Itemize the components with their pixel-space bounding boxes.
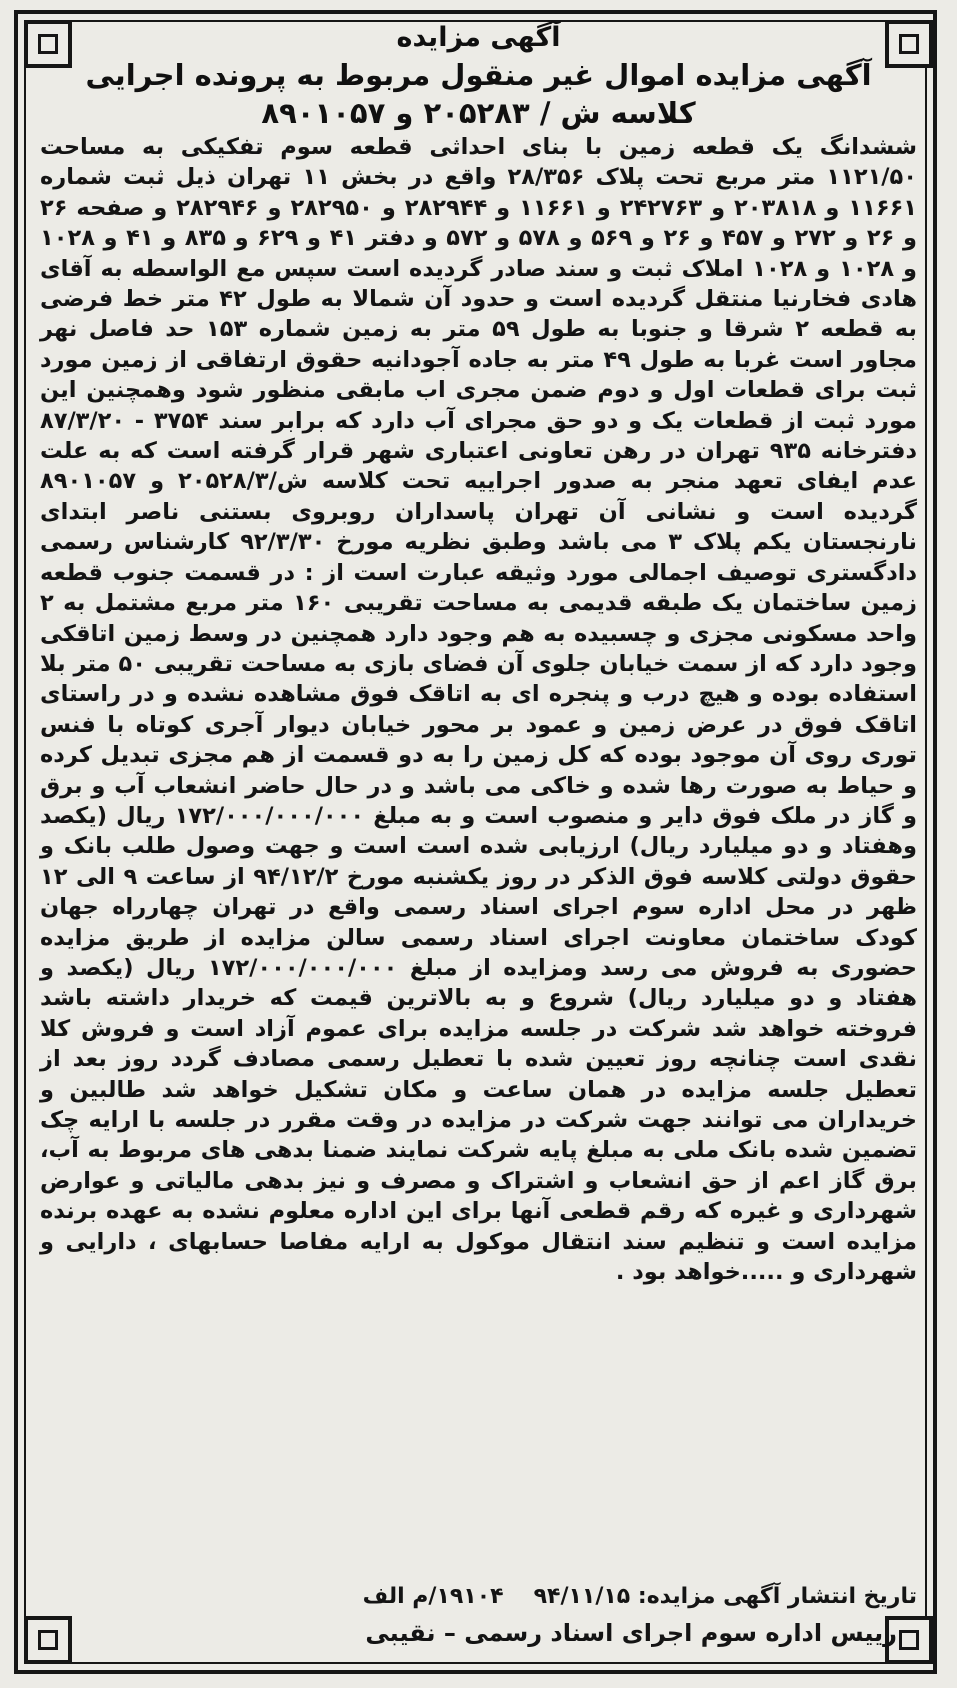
publish-line xyxy=(40,1584,917,1609)
corner-ornament xyxy=(885,20,933,68)
notice-subtitle: آگهی مزایده اموال غیر منقول مربوط به پرونده اجرایی xyxy=(85,58,872,92)
publish-date: تاریخ انتشار آگهی مزایده: ۹۴/۱۱/۱۵ xyxy=(533,1584,917,1609)
reference-number: ۱۹۱۰۴/م الف xyxy=(362,1584,504,1609)
corner-ornament xyxy=(24,20,72,68)
file-numbers: کلاسه ش / ۲۰۵۲۸۳ و ۸۹۰۱۰۵۷ xyxy=(261,96,696,130)
signature: رییس اداره سوم اجرای اسناد رسمی – نقیبی xyxy=(365,1619,897,1647)
notice-title: آگهی مزایده xyxy=(396,22,561,53)
notice-body: ششدانگ یک قطعه زمین با بنای احداثی قطعه سوم تفکیکی به مساحت ۱۱۲۱/۵۰ متر مربع تحت پلاک ۲۸/۳۵۶ واقع در بخش ۱۱ تهران ذیل ثبت شماره ۱۱۶۶۱ و ۲۰۳۸۱۸ و ۲۴۲۷۶۳ و ۱۱۶۶۱ و ۲۸۲۹۴۴ و ۲۸۲۹۵۰ و ۲۸۲۹۴۶ و صفحه ۲۶ و ۲۶ و ۲۷۲ و ۴۵۷ و ۲۶ و ۵۶۹ و ۵۷۸ و ۵۷۲ و دفتر ۴۱ و ۶۲۹ و ۸۳۵ و ۴۱ و ۱۰۲۸ و ۱۰۲۸ و ۱۰۲۸ املاک ثبت و سند صادر گردیده است سپس مع الواسطه به آقای هادی فخارنیا منتقل گردیده است و حدود آن شمالا به طول ۴۲ متر خط فرضی به قطعه ۲ شرقا و جنوبا به طول ۵۹ متر به زمین شماره ۱۵۳ حد فاصل نهر مجاور است غربا به طول ۴۹ متر به جاده آجودانیه حقوق ارتفاقی از زمین مورد ثبت برای قطعات اول و دوم ضمن مجری اب مابقی منظور شود وهمچنین این مورد ثبت از قطعات یک و دو حق مجرای آب دارد که برابر سند ۳۷۵۴ - ۸۷/۳/۲۰ دفترخانه ۹۳۵ تهران در رهن تعاونی اعتباری شهر قرار گرفته است که به علت عدم ایفای تعهد منجر به صدور اجراییه تحت کلاسه ش/۲۰۵۲۸/۳ و ۸۹۰۱۰۵۷ گردیده است و نشانی آن تهران پاسداران روبروی بستنی ناصر ابتدای نارنجستان یکم پلاک ۳ می باشد وطبق نظریه مورخ ۹۲/۳/۳۰ کارشناس رسمی دادگستری توصیف اجمالی مورد وثیقه عبارت است از : در قسمت جنوب قطعه زمین ساختمان یک طبقه قدیمی به مساحت تقریبی ۱۶۰ متر مربع مشتمل به ۲ واحد مسکونی مجزی و چسبیده به هم وجود دارد همچنین در وسط زمین اتاقکی وجود دارد که از سمت خیابان جلوی آن فضای بازی به مساحت تقریبی ۵۰ متر بلا استفاده بوده و هیچ درب و پنجره ای به اتاقک فوق مشاهده نشده و در راستای اتاقک فوق در عرض زمین و عمود بر محور خیابان دیوار آجری کوتاه با فنس توری روی آن موجود بوده که کل زمین را به دو قسمت از هم مجزی تبدیل کرده و حیاط به صورت رها شده و خاکی می باشد و در حال حاضر انشعاب آب و برق و گاز در ملک فوق دایر و منصوب است و به مبلغ ۱۷۲/۰۰۰/۰۰۰/۰۰۰ ریال (یکصد وهفتاد و دو میلیارد ریال) ارزیابی شده است است و جهت وصول طلب بانک و حقوق دولتی کلاسه فوق الذکر در روز یکشنبه مورخ ۹۴/۱۲/۲ از ساعت ۹ الی ۱۲ ظهر در محل اداره سوم اجرای اسناد رسمی واقع در تهران چهارراه جهان کودک ساختمان معاونت اجرای اسناد رسمی سالن مزایده از طریق مزایده حضوری به فروش می رسد ومزایده از مبلغ ۱۷۲/۰۰۰/۰۰۰/۰۰۰ ریال (یکصد و هفتاد و دو میلیارد ریال) شروع و به بالاترین قیمت که خریدار داشته باشد فروخته خواهد شد شرکت در جلسه مزایده برای عموم آزاد است و فروش کلا نقدی است چنانچه روز تعیین شده با تعطیل رسمی مصادف گردد روز بعد از تعطیل جلسه مزایده در همان ساعت و مکان تشکیل خواهد شد طالبین و خریداران می توانند جهت شرکت در مزایده در وقت مقرر در جلسه با ارایه چک تضمین شده بانک ملی به مبلغ پایه شرکت نمایند ضمنا بدهی های مربوط به آب، برق گاز اعم از حق انشعاب و اشتراک و مصرف و نیز بدهی مالیاتی و عوارض شهرداری و غیره که رقم قطعی آنها برای این اداره معلوم نشده به عهده برنده مزایده است و تنظیم سند انتقال موکول به ارایه مفاصا حسابهای ، دارایی و شهرداری و .....خواهد بود . xyxy=(40,134,918,1286)
